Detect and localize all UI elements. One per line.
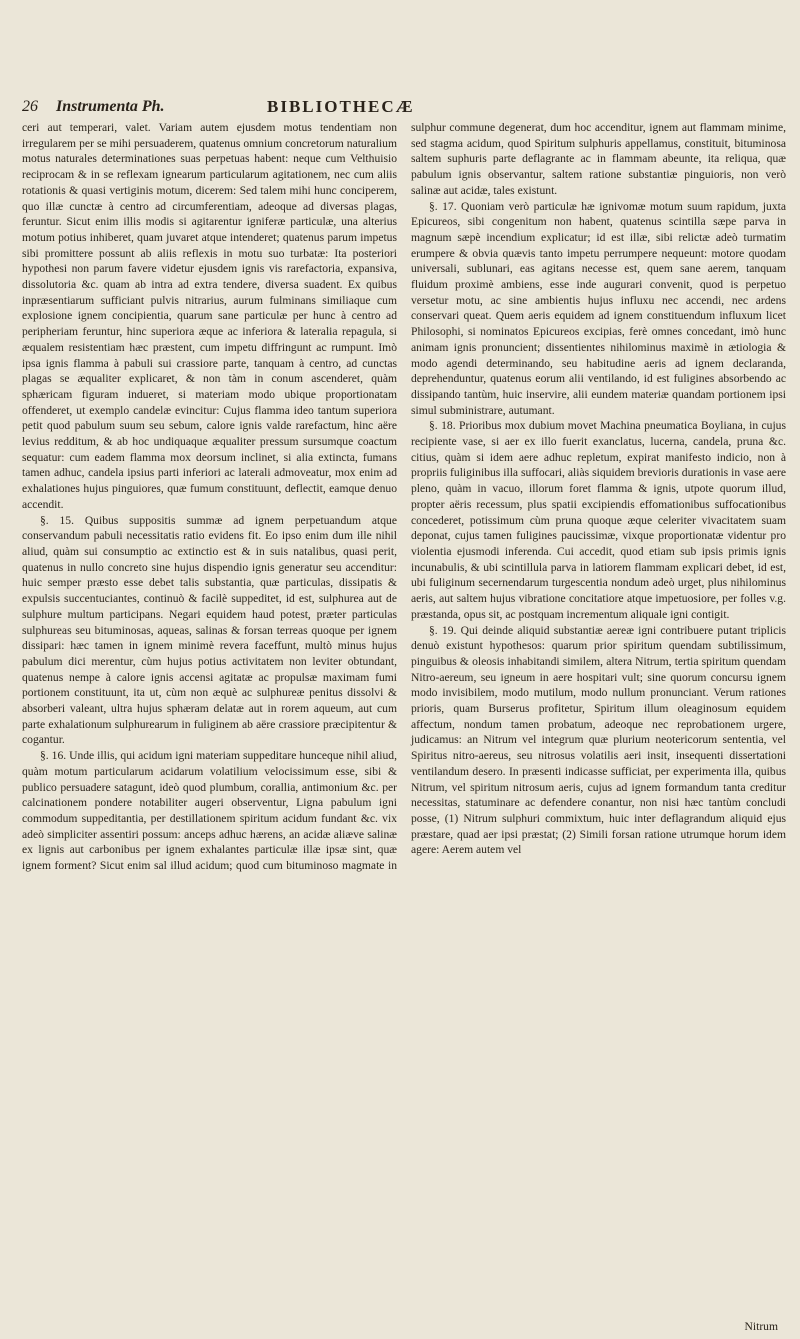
paragraph-19: §. 19. Qui deinde aliquid substantiæ aereæ igni contribuere putant triplicis denuò existunt hypothesos: quarum prior spiritum quendam subtilissimum, pinguibus & oleosis inhabitandi similem, altera Nitrum, tertia spiritum quendam Nitro-aereum, seu igneum in aere hospitari vult; sine quorum concursu ignem modo invisibilem, modo mutilum, modo nullum pronunciant. Verum rationes prioris, quam Burserus profitetur, Spiritum illum oleaginosum equidem affectum, nondum tamen probatum, adeoque nec reprobationem urgere, judicamus: an Nitrum vel integrum quæ plurium neotericorum sententia, vel Spiritus nitro-aereus, seu nitrosus volatilis aeri insit, insequenti dissertationi ventilandum desero. In præsenti indicasse sufficiat, per experimenta illa, quibus Nitrum, vel spiritum nitrosum aeris, cujus ad ignem formandum tanta creditur necessitas, statuminare ac defendere conantur, non nisi hæc tantùm concludi posse, (1) Nitrum sulphuri commixtum, huic inter deflagrandum aliquid ejus præstare, quad aer ipsi præstat; (2) Simili forsan ratione utrumque horum idem agere: Aerem autem vel	[411, 623, 786, 857]
paragraph-18: §. 18. Prioribus mox dubium movet Machina pneumatica Boyliana, in cujus recipiente vase, si aer ex illo fuerit exanclatus, lucerna, candela, pruna &c. citius, quàm si idem aere adhuc repletum, expirat manifesto indicio, non à propriis fuliginibus illa suffocari, aliàs siquidem brevioris durationis in vase aere pleno, quàm in vacuo, illorum foret flamma & ignis, utpote quorum illud, propter aëris recessum, plus spatii excipiendis effomationibus suffocationibus concederet, potissimum cùm pruna quoque æque celeriter vivacitatem suam deponat, cujus tamen fuligines paucissimæ, vixque proportionatæ videntur pro violentia ejusmodi inferenda. Cui accedit, quod etiam sub ipsis primis ignis incunabulis, & ubi scintillula parva in latiorem flammam explicari debet, id est, ubi fuliginum secernendarum turgescentia nondum adeò urget, plus nihilominus aeris, aut saltem hujus vibratione concitatiore atque impetuosiore, per folles v.g. præstanda, opus sit, ac postquam incrementum aliquale igni contigit.	[411, 419, 786, 621]
page-header	[22, 96, 778, 118]
paragraph-15: §. 15. Quibus suppositis summæ ad ignem perpetuandum atque conservandum pabuli necessitatis ratio evidens fit. Eo ipso enim dum ille nihil aliud, quàm sui consumptio ac extinctio est & in suis natalibus, quasi perit, quatenus in nullo concreto sine hujus dispendio ignis generatur seu accenditur: huic semper præsto esse debet talis substantia, quæ particulas, dissipatis & expulsis succentuciantes, continuò & facilè suppeditet, id est, sulphurea aut de sulphure multum participans. Negari equidem haud potest, præter particulas sulphureas seu bituminosas, aqueas, salinas & forsan terreas quoque per ignem dissipari: hæc tamen in ignem minimè revera faceffunt, multò minus hujus pabulum dici merentur, cùm hujus potius activitatem non leviter obtundant, quatenus nempe à calore ignis accensi agitatæ ac propulsæ maximam fumi portionem constituunt, ita ut, cùm non æquè ac sulphureæ penitus dissolvi & absorberi valeant, ultra hujus sphæram delatæ aut in rorem aqueum, aut cum parte exhalationum sulphurearum in fuliginem ab aëre crassiore præcipitentur & cogantur.	[22, 513, 397, 747]
two-column-body	[22, 120, 786, 1327]
page-number: 26	[22, 98, 38, 115]
paragraph-17: §. 17. Quoniam verò particulæ hæ ignivomæ motum suum rapidum, juxta Epicureos, sibi congenitum non habent, quatenus scintilla sæpe parva in magnum sæpè incendium explicatur; id est illæ, sibi relictæ adeò turmatim erumpere & obvia quævis tanto impetu perrumpere nequeunt: motore quodam universali, sublunari, eas agitans necesse est, quem sane aerem, tanquam fluidum proximè ambiens, esse inde augurari convenit, quod is perpetuo versetur motu, ac sine ambientis hujus influxu nec accendi, nec ardens conservari queat. Quem aeris equidem ad ignem constituendum influxum licet Philosophi, si nominatos Epicureos excipias, ferè omnes concedant, imò hunc animam ignis pronuncient; dissentientes nihilominus maximè in ætiologia & modo agendi determinando, seu habitudine aeris ad ignem declaranda, deprehenduntur, quatenus eorum alii ventilando, id est fuligines absorbendo ac dissipando tantùm, huic inservire, alii eundem materiæ quandam portionem ipsi simul subministrare, autumant.	[411, 199, 786, 417]
running-title: Instrumenta Ph.	[56, 98, 165, 115]
catchword: Nitrum	[744, 1320, 778, 1333]
paragraph-16: §. 16. Unde illis, qui acidum igni materiam suppeditare hunceque nihil aliud, quàm motum particularum acidarum volatilium velocissimum esse, sibi & publico persuadere satagunt, ideò quod plumbum, corallia, antimonium &c. per calcinationem pondere notabiliter augeri observentur, Ligna pabulum igni commodum suppeditantia, per destillationem spiritum acidum fundant &c. vix adeò simpliciter assentiri possum: anceps adhuc hærens, an acidæ aliæve salinæ ex lignis aut carbonibus per ignem exhalantes particulæ illæ ipsæ sint, quæ ignem forment? Sicut enim sal illud acidum; quod cum bituminoso magmate in sulphur commune degenerat, dum hoc accenditur, ignem aut flammam minime, sed stagma acidum, quod Spiritum sulphuris appellamus, constituit, bituminosa saltem suphuris parte deflagrante ac in flammam abeunte, ita reliqua, quæ pabulum ignis observantur, saltem ratione substantiæ pinguioris, non verò salinæ aut acidæ, tales existunt.	[22, 121, 786, 873]
paragraph-continuation: ceri aut temperari, valet. Variam autem ejusdem motus tendentiam non irregularem per se mihi persuaderem, quatenus omnium concretorum naturalium motus naturales determinationes suas perpetuas habent: neque cum Velthuisio reciprocam & in se reflexam ignearum particularum agitationem, nec cum aliis rotationis & quasi vertiginis motum, dicerem: Sed talem mihi hunc conciperem, quo illæ cunctæ à centro ad circumferentiam, adeoque ad diversas plagas, feruntur. Sicut enim illis modis si agitarentur igniferæ particulæ, una alterius motum potius inhiberet, quam juvaret atque intenderet; quatenus parum impetus sibi promittere possunt ab aliis reflexis in motu suo turbatæ: Ita posteriori hypothesi non parum favere videtur ejusdem ignis vis rarefactoria, expansiva, dissolutoria &c. quam ab intra ad extra tendere, diversa suadent. Ex quibus inpræsentiarum sufficiant pulvis nitrarius, aurum fulminans similiaque cum explosione ignem concipientia, quarum sane particulæ per hunc à centro ad peripheriam feruntur, hinc superiora æque ac inferiora & lateralia repagula, si æqualem resistentiam hæc præstent, cum impetu diffringunt ac rumpunt. Imò ipsa ignis flamma à pabuli sui crassiore parte, tanquam à centro, ad cunctas plagas se æqualiter explicaret, & non tàm in conum ascenderet, quàm sphæricam figuram indueret, si materiam modo ubique proportionatam offenderet, ut exemplo candelæ evincitur: Cujus flamma ideo tantum superiora petit quod pabulum suum seu sebum, calore ignis valde rarefactum, hinc aëre levius redditum, & ab hoc undiquaque æqualiter pressum sursumque coactum sequatur: cum eadem flamma mox deorsum inclinet, si alia extincta, fumans tamen adhuc, candela ipsius parti inferiori ac laterali admoveatur, mox enim ad exhalationes hujus pinguiores, quæ fumum constituunt, deflectit, eamque denuo accendit.	[22, 121, 397, 511]
section-title: BIBLIOTHECÆ	[267, 97, 415, 116]
